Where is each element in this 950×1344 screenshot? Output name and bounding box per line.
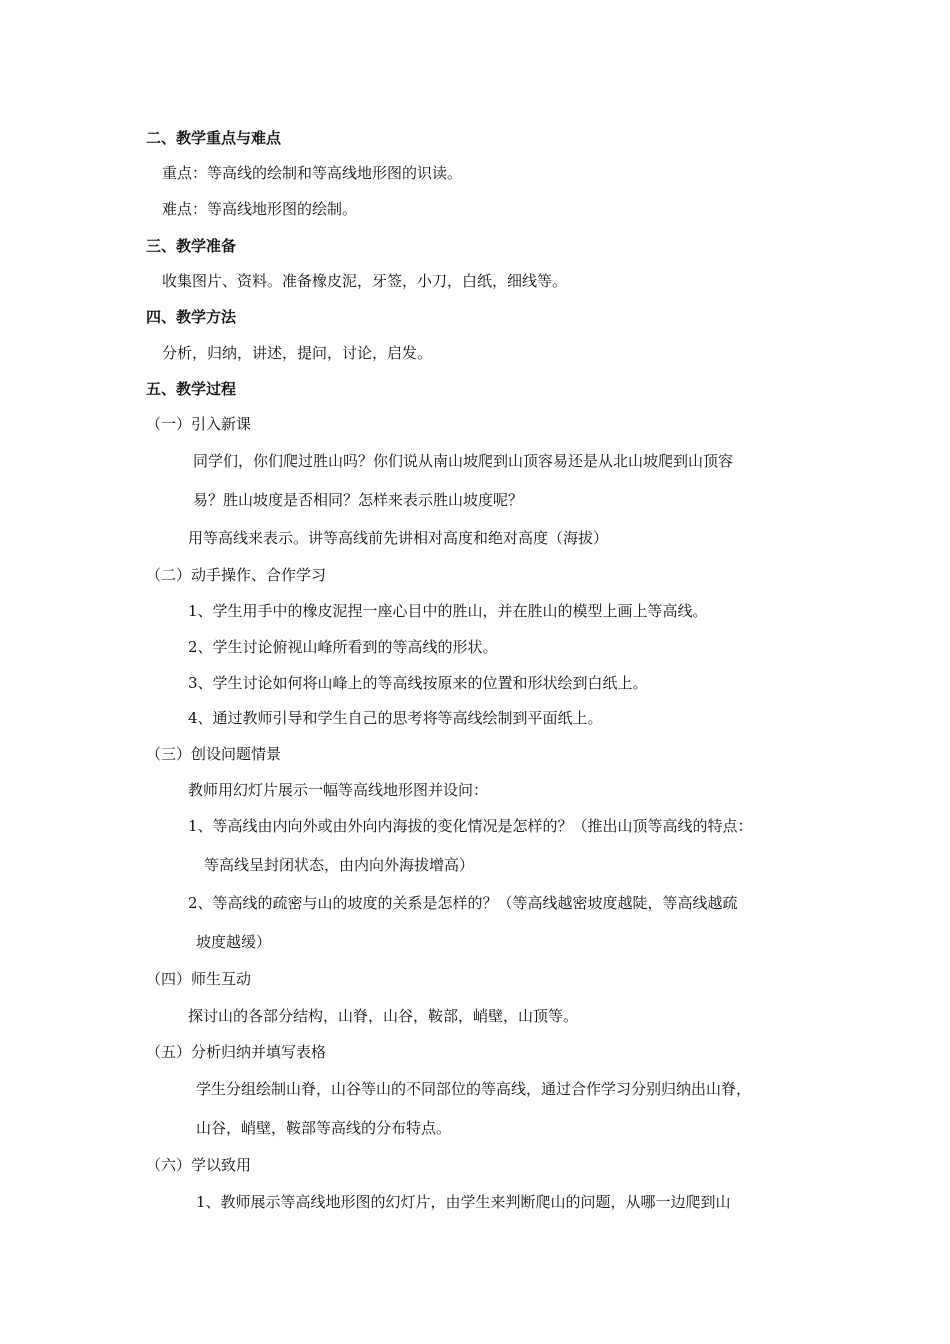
- scenario-question-2b: 坡度越缓）: [196, 933, 272, 951]
- section-heading-key-points: 二、教学重点与难点: [146, 129, 282, 147]
- analysis-line-1: 学生分组绘制山脊，山谷等山的不同部位的等高线，通过合作学习分别归纳出山脊，: [196, 1080, 752, 1098]
- scenario-intro: 教师用幻灯片展示一幅等高线地形图并设问：: [188, 781, 489, 799]
- scenario-question-1b: 等高线呈封闭状态，由内向外海拔增高）: [204, 856, 475, 874]
- application-line-1: 1、教师展示等高线地形图的幻灯片，由学生来判断爬山的问题，从哪一边爬到山: [196, 1193, 731, 1211]
- analysis-line-2: 山谷，峭壁，鞍部等高线的分布特点。: [196, 1119, 452, 1137]
- subsection-title-intro: （一）引入新课: [146, 415, 252, 433]
- intro-line-2: 易？胜山坡度是否相同？怎样来表示胜山坡度呢？: [193, 491, 524, 509]
- intro-line-1: 同学们，你们爬过胜山吗？你们说从南山坡爬到山顶容易还是从北山坡爬到山顶容: [193, 452, 734, 470]
- interaction-text: 探讨山的各部分结构，山脊，山谷，鞍部，峭壁，山顶等。: [188, 1007, 579, 1025]
- subsection-title-interaction: （四）师生互动: [146, 970, 252, 988]
- preparation-text: 收集图片、资料。准备橡皮泥，牙签，小刀，白纸，细线等。: [162, 272, 568, 290]
- subsection-title-analysis: （五）分析归纳并填写表格: [146, 1043, 327, 1061]
- hands-on-item-2: 2、学生讨论俯视山峰所看到的等高线的形状。: [188, 638, 498, 656]
- hands-on-item-1: 1、学生用手中的橡皮泥捏一座心目中的胜山，并在胜山的模型上画上等高线。: [188, 602, 708, 620]
- subsection-title-scenario: （三）创设问题情景: [146, 745, 282, 763]
- section-heading-process: 五、教学过程: [146, 380, 237, 398]
- section-heading-methods: 四、教学方法: [146, 308, 237, 326]
- subsection-title-application: （六）学以致用: [146, 1156, 252, 1174]
- intro-line-3: 用等高线来表示。讲等高线前先讲相对高度和绝对高度（海拔）: [188, 529, 609, 547]
- hands-on-item-3: 3、学生讨论如何将山峰上的等高线按原来的位置和形状绘到白纸上。: [188, 674, 648, 692]
- difficulty-text: 难点：等高线地形图的绘制。: [162, 200, 358, 218]
- hands-on-item-4: 4、通过教师引导和学生自己的思考将等高线绘制到平面纸上。: [188, 709, 603, 727]
- methods-text: 分析，归纳，讲述，提问，讨论，启发。: [162, 344, 433, 362]
- key-point-text: 重点：等高线的绘制和等高线地形图的识读。: [162, 164, 463, 182]
- section-heading-preparation: 三、教学准备: [146, 237, 237, 255]
- scenario-question-2a: 2、等高线的疏密与山的坡度的关系是怎样的？（等高线越密坡度越陡，等高线越疏: [188, 894, 738, 912]
- scenario-question-1a: 1、等高线由内向外或由外向内海拔的变化情况是怎样的？（推出山顶等高线的特点：: [188, 817, 753, 835]
- subsection-title-hands-on: （二）动手操作、合作学习: [146, 566, 327, 584]
